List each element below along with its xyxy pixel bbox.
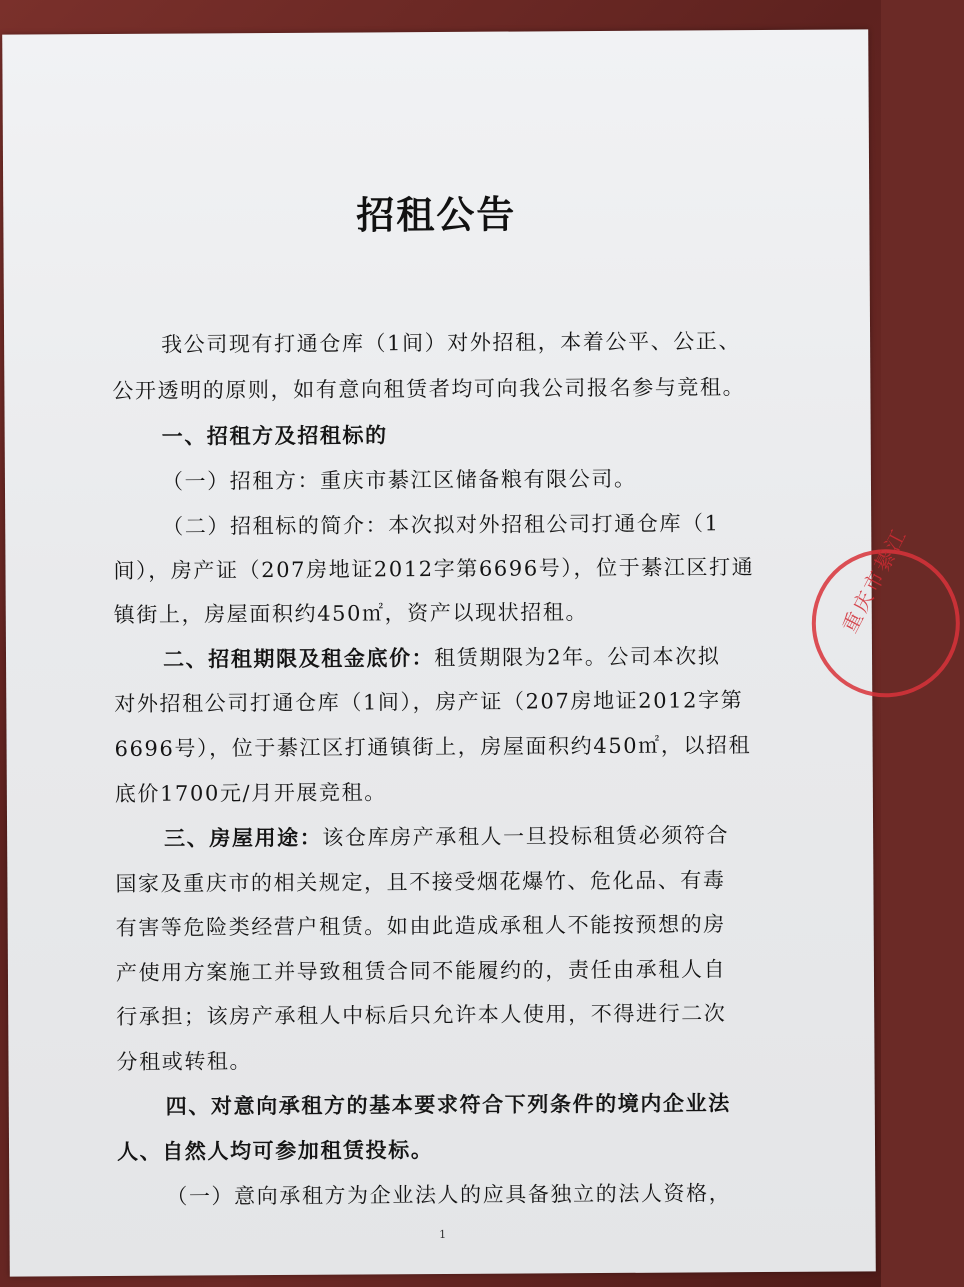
section-3-text: 该仓库房产承租人一旦投标租赁必须符合: [322, 823, 730, 850]
document-page: [2, 29, 912, 1276]
section-heading-1: 一、招租方及招租标的: [161, 422, 388, 449]
section-2-text: 租赁期限为2年。公司本次拟: [434, 644, 721, 671]
paragraph-line: （一）招租方：重庆市綦江区储备粮有限公司。: [161, 466, 637, 494]
section-2-line: [163, 641, 753, 675]
paragraph-line: 间），房产证（207房地证2012字第6696号），位于綦江区打通: [113, 555, 755, 583]
paragraph-line: 分租或转租。: [116, 1049, 253, 1074]
paragraph-line: 有害等危险类经营户租赁。如由此造成承租人不能按预想的房: [115, 912, 726, 940]
seal-text: 重庆市綦江: [837, 523, 912, 637]
paragraph-line: 对外招租公司打通仓库（1间），房产证（207房地证2012字第: [114, 688, 744, 716]
paragraph-line: 6696号），位于綦江区打通镇街上，房屋面积约450㎡，以招租: [114, 733, 752, 761]
paragraph-line: （一）意向承租方为企业法人的应具备独立的法人资格，: [166, 1181, 732, 1209]
paragraph-line: 国家及重庆市的相关规定，且不接受烟花爆竹、危化品、有毒: [115, 868, 726, 896]
paragraph-line: 行承担；该房产承租人中标后只允许本人使用，不得进行二次: [116, 1001, 727, 1029]
paragraph-line: 公开透明的原则，如有意向租赁者均可向我公司报名参与竞租。: [112, 375, 746, 403]
paragraph-line: 底价1700元/月开展竞租。: [114, 780, 387, 806]
section-heading-2: 二、招租期限及租金底价：: [162, 645, 435, 672]
page-number: 1: [439, 1227, 447, 1242]
section-heading-4-cont: 人、自然人均可参加租赁投标。: [116, 1137, 434, 1164]
paragraph-line: 产使用方案施工并导致租赁合同不能履约的，责任由承租人自: [115, 957, 727, 985]
paragraph-line: 我公司现有打通仓库（1间）对外招租，本着公平、公正、: [161, 329, 742, 357]
section-heading-3: 三、房屋用途：: [164, 824, 323, 851]
section-3-line: [164, 820, 754, 854]
paragraph-line: 镇街上，房屋面积约450㎡，资产以现状招租。: [113, 600, 589, 627]
document-title: 招租公告: [356, 191, 517, 238]
section-heading-4: 四、对意向承租方的基本要求符合下列条件的境内企业法: [165, 1090, 731, 1119]
company-seal: [811, 523, 960, 698]
paragraph-line: （二）招租标的简介：本次拟对外招租公司打通仓库（1: [162, 511, 720, 539]
